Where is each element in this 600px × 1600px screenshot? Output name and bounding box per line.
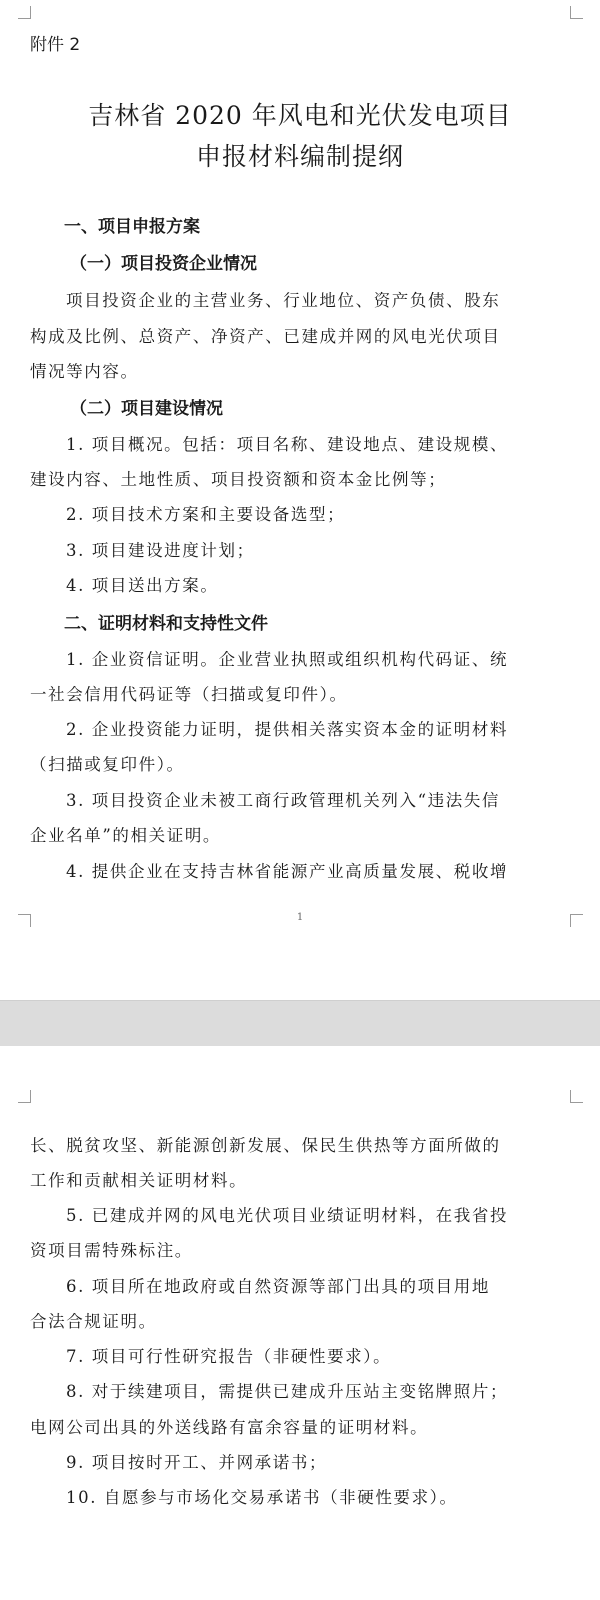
section-heading: （一）项目投资企业情况 xyxy=(70,254,257,274)
document-title-line-2: 申报材料编制提纲 xyxy=(195,142,404,171)
section-heading: 一、项目申报方案 xyxy=(64,217,200,237)
paragraph-line: 1. 项目概况。包括：项目名称、建设地点、建设规模、 xyxy=(66,435,509,454)
page-separator xyxy=(0,1000,600,1047)
paragraph-line: 电网公司出具的外送线路有富余容量的证明材料。 xyxy=(30,1418,429,1437)
paragraph-line: 项目投资企业的主营业务、行业地位、资产负债、股东 xyxy=(66,291,501,310)
crop-mark xyxy=(18,1090,31,1103)
page-number: 1 xyxy=(296,912,304,923)
paragraph-line: 长、脱贫攻坚、新能源创新发展、保民生供热等方面所做的 xyxy=(30,1136,501,1155)
paragraph-line: 7. 项目可行性研究报告（非硬性要求）。 xyxy=(66,1347,392,1366)
paragraph-line: 3. 项目建设进度计划； xyxy=(66,541,255,560)
crop-mark xyxy=(570,6,583,19)
crop-mark xyxy=(18,6,31,19)
paragraph-line: （扫描或复印件）。 xyxy=(30,755,185,774)
paragraph-line: 建设内容、土地性质、项目投资额和资本金比例等； xyxy=(30,470,447,489)
paragraph-line: 5. 已建成并网的风电光伏项目业绩证明材料，在我省投 xyxy=(66,1206,509,1225)
paragraph-line: 构成及比例、总资产、净资产、已建成并网的风电光伏项目 xyxy=(30,327,501,346)
paragraph-line: 2. 项目技术方案和主要设备选型； xyxy=(66,505,346,524)
document-page-2 xyxy=(0,1046,600,1600)
paragraph-line: 1. 企业资信证明。企业营业执照或组织机构代码证、统 xyxy=(66,650,509,669)
paragraph-line: 2. 企业投资能力证明，提供相关落实资本金的证明材料 xyxy=(66,720,509,739)
crop-mark xyxy=(570,1090,583,1103)
paragraph-line: 4. 项目送出方案。 xyxy=(66,576,219,595)
section-heading: 二、证明材料和支持性文件 xyxy=(64,614,268,634)
paragraph-line: 工作和贡献相关证明材料。 xyxy=(30,1171,248,1190)
paragraph-line: 4. 提供企业在支持吉林省能源产业高质量发展、税收增 xyxy=(66,862,509,881)
attachment-label: 附件 2 xyxy=(30,35,81,55)
paragraph-line: 8. 对于续建项目，需提供已建成升压站主变铭牌照片； xyxy=(66,1382,509,1401)
paragraph-line: 合法合规证明。 xyxy=(30,1312,157,1331)
paragraph-line: 9. 项目按时开工、并网承诺书； xyxy=(66,1453,328,1472)
paragraph-line: 企业名单”的相关证明。 xyxy=(30,826,222,845)
paragraph-line: 一社会信用代码证等（扫描或复印件）。 xyxy=(30,685,348,704)
paragraph-line: 3. 项目投资企业未被工商行政管理机关列入“违法失信 xyxy=(66,791,501,810)
paragraph-line: 6. 项目所在地政府或自然资源等部门出具的项目用地 xyxy=(66,1277,490,1296)
paragraph-line: 10. 自愿参与市场化交易承诺书（非硬性要求）。 xyxy=(66,1488,458,1507)
document-title-line-1: 吉林省 2020 年风电和光伏发电项目 xyxy=(88,101,512,130)
section-heading: （二）项目建设情况 xyxy=(70,399,223,419)
paragraph-line: 情况等内容。 xyxy=(30,362,139,381)
paragraph-line: 资项目需特殊标注。 xyxy=(30,1241,193,1260)
